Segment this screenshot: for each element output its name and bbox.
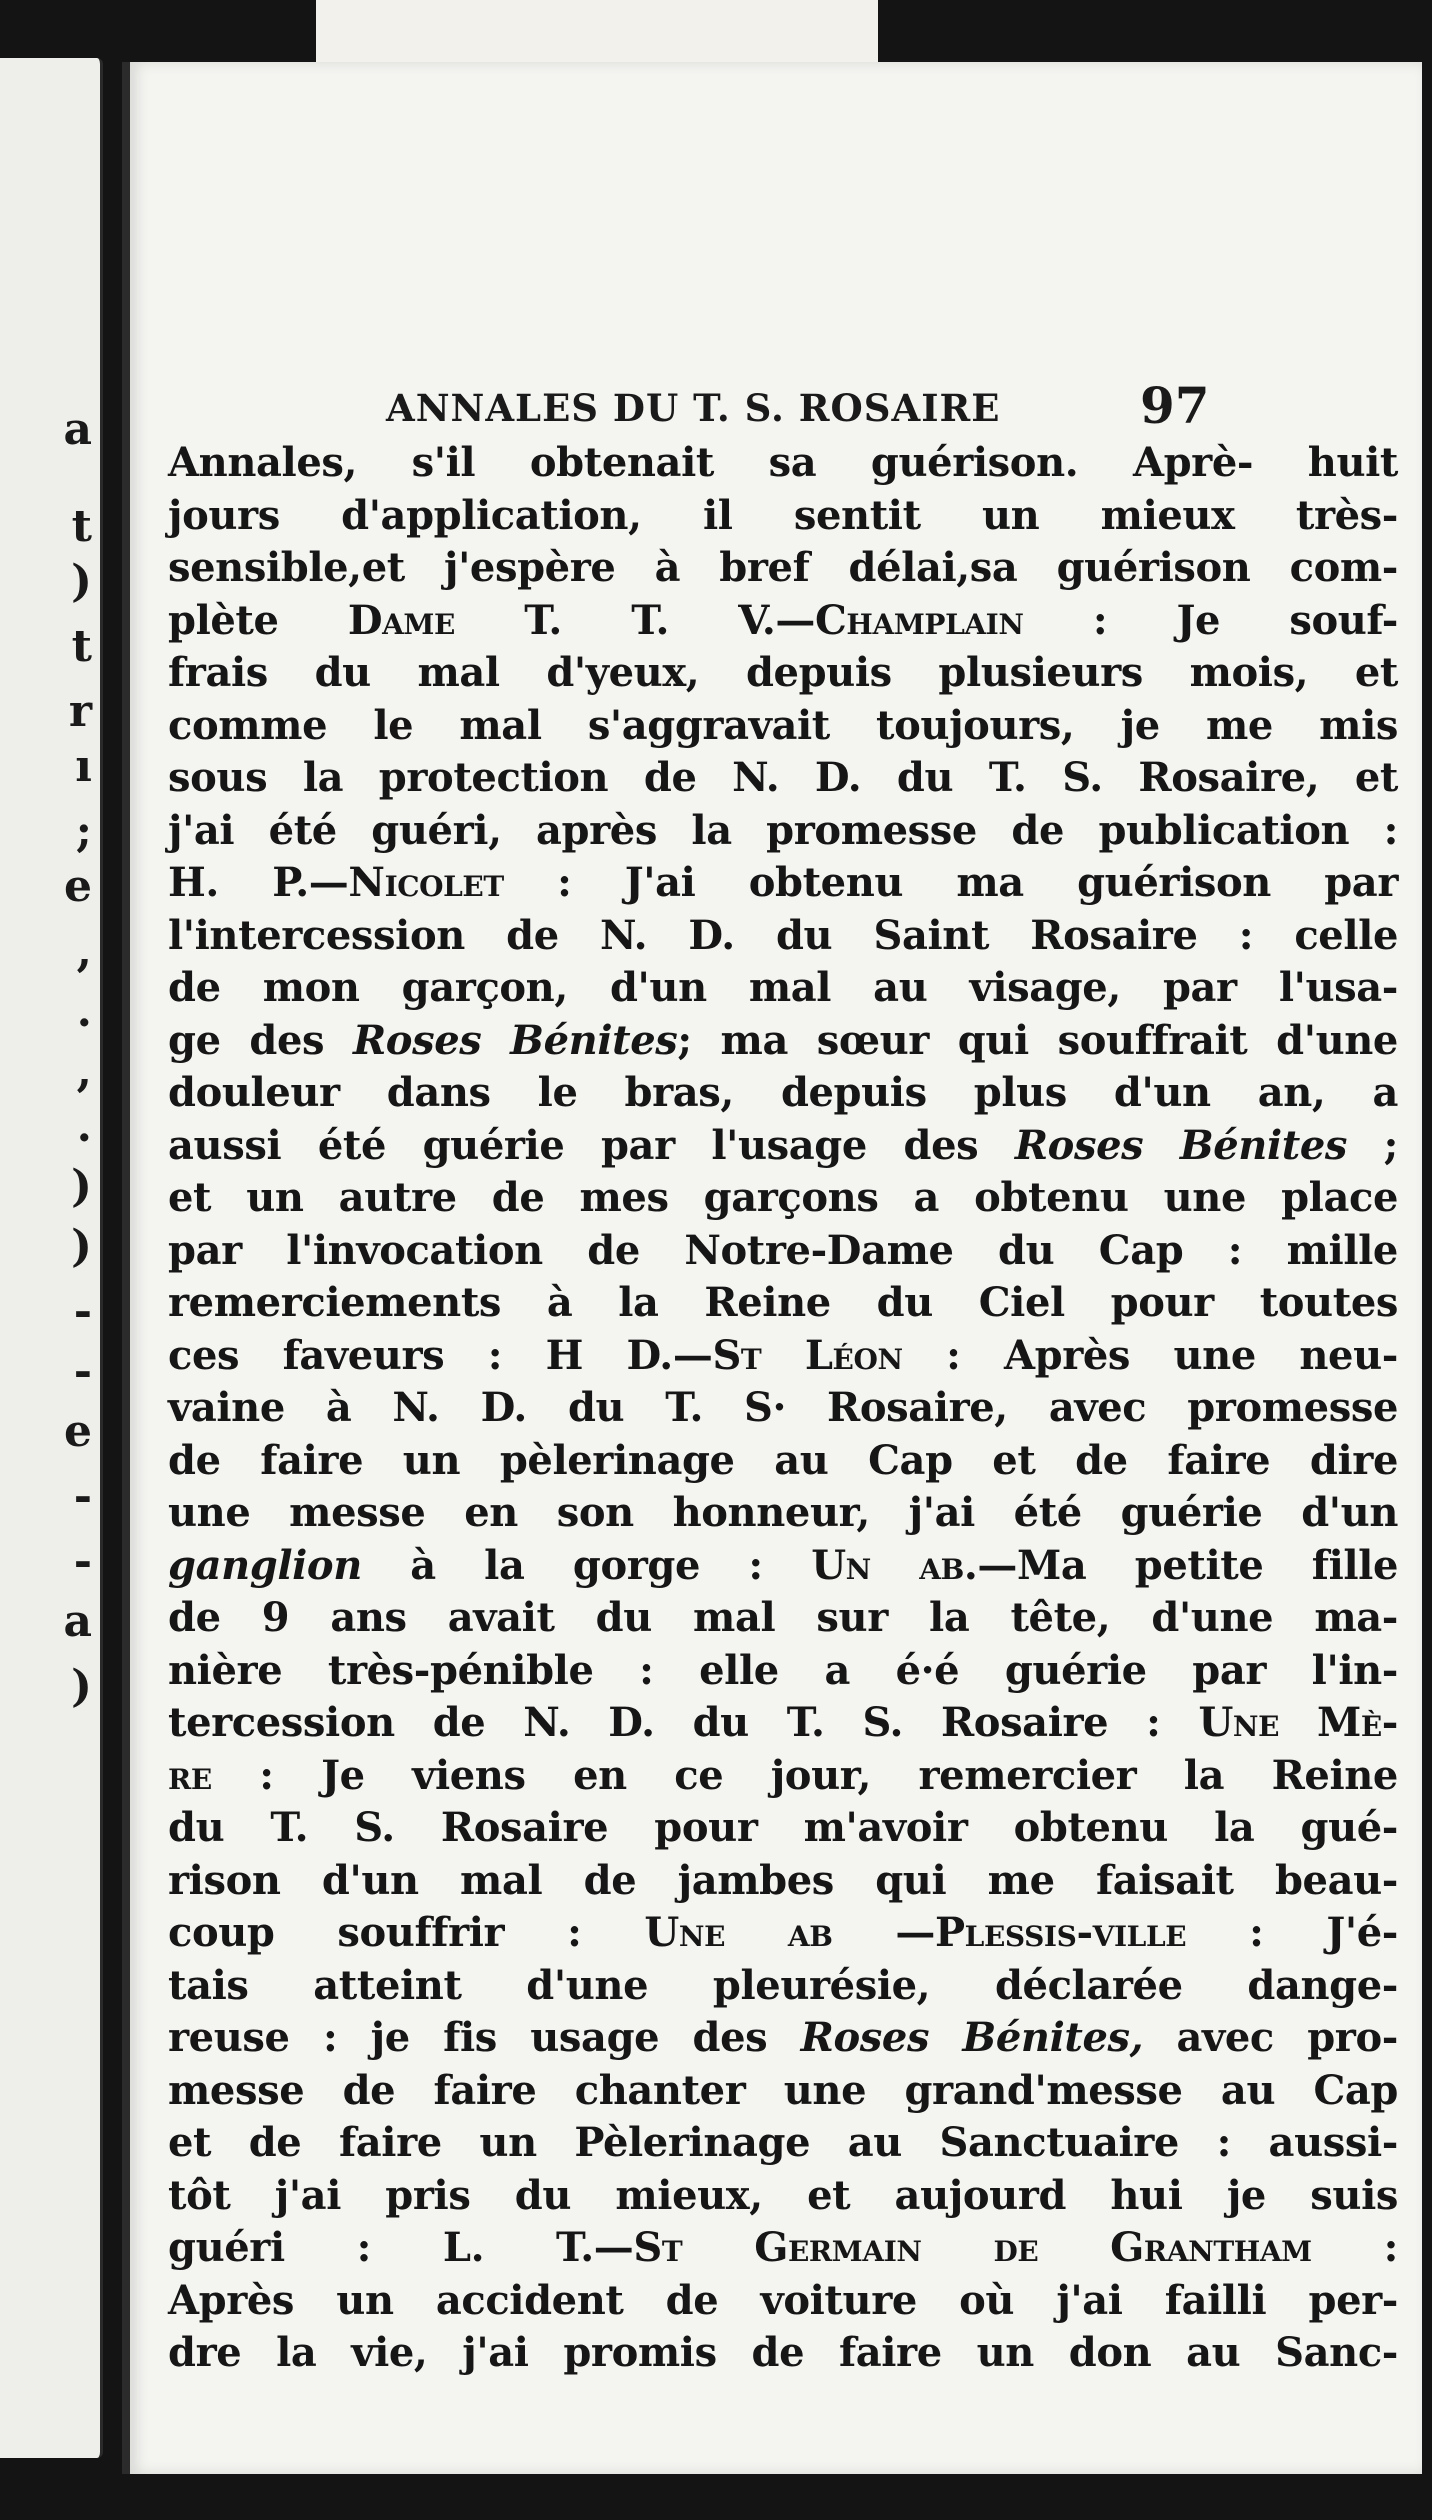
italic-text: Roses Bénites, (800, 2014, 1144, 2061)
text-line (168, 1540, 1398, 1593)
text-line (168, 490, 1398, 543)
text-line (168, 1487, 1398, 1540)
text-segment: nière très-pénible : elle a é·é guérie par l'in- (168, 1646, 1398, 1694)
edge-letter: ı (75, 741, 92, 792)
text-segment: - huit (1236, 439, 1398, 486)
text-segment: messe de faire chanter une grand'messe au Cap (168, 2066, 1398, 2114)
text-line (168, 1120, 1398, 1173)
text-segment: : Je viens en ce jour, remercier la Reine (211, 1751, 1398, 1799)
text-line (168, 595, 1398, 648)
text-segment: du T. S. Rosaire pour m'avoir obtenu la gué- (168, 1804, 1398, 1851)
text-segment: reuse : je fis usage des (168, 2014, 801, 2061)
text-segment: plète (168, 596, 348, 644)
edge-letter: - (73, 1286, 92, 1337)
text-line (168, 2327, 1398, 2380)
text-segment: tais atteint d'une pleurésie, déclarée dange- (168, 1961, 1398, 2009)
text-segment: : J'é- (1186, 1909, 1398, 1956)
edge-letter: e (64, 861, 92, 912)
running-head: ANNALES DU T. S. ROSAIRE (386, 386, 1001, 430)
text-segment: et de faire un Pèlerinage au Sanctuaire : aussi- (168, 2119, 1398, 2166)
body-text (168, 437, 1398, 2380)
text-line (168, 1435, 1398, 1488)
text-segment: ge des (168, 1016, 353, 1064)
edge-letter: a (63, 1596, 92, 1647)
previous-page-edge (0, 58, 103, 2458)
text-segment: dre la vie, j'ai promis de faire un don au Sanc- (168, 2329, 1398, 2376)
text-line (168, 2117, 1398, 2170)
small-caps-text: St Germain de Grantham (633, 2224, 1312, 2271)
edge-letter: ) (71, 1161, 92, 1212)
text-segment: coup souffrir : (168, 1909, 645, 1956)
italic-text: Roses Bénites (352, 1016, 678, 1064)
small-caps-text: St Léon (712, 1331, 903, 1379)
text-line (168, 1592, 1398, 1645)
text-line (168, 1382, 1398, 1435)
text-segment: —Ma petite fille (977, 1541, 1399, 1589)
text-segment: vaine à N. D. du T. S· Rosaire, avec promesse (168, 1384, 1398, 1431)
text-segment: jours d'application, il sentit un mieux très- (168, 491, 1398, 539)
text-line (168, 1277, 1398, 1330)
text-line (168, 805, 1398, 858)
text-segment: Annales, s'il obtenait sa guérison. Aprè (168, 439, 1237, 486)
text-line (168, 542, 1398, 595)
text-segment: tôt j'ai pris du mieux, et aujourd hui je suis (168, 2171, 1398, 2219)
text-line (168, 2170, 1398, 2223)
text-segment: de faire un pèlerinage au Cap et de faire dire (168, 1436, 1398, 1484)
text-line (168, 700, 1398, 753)
text-segment: ; ma sœur qui souffrait d'une (677, 1016, 1398, 1064)
text-segment: : Après une neu- (902, 1331, 1398, 1379)
text-line (168, 437, 1398, 490)
text-segment: rison d'un mal de jambes qui me faisait beau- (168, 1856, 1398, 1904)
text-segment: aussi été guérie par l'usage des (168, 1121, 1015, 1169)
text-line (168, 647, 1398, 700)
text-segment: avec pro- (1143, 2014, 1398, 2061)
text-segment: douleur dans le bras, depuis plus d'un an, a (168, 1069, 1398, 1116)
edge-letter: t (71, 501, 92, 552)
text-segment: de mon garçon, d'un mal au visage, par l'usa- (168, 964, 1398, 1011)
text-line (168, 1907, 1398, 1960)
text-segment: remerciements à la Reine du Ciel pour toutes (168, 1279, 1398, 1326)
text-line (168, 1225, 1398, 1278)
text-segment: et un autre de mes garçons a obtenu une place (168, 1174, 1398, 1221)
text-line (168, 1067, 1398, 1120)
book-page (122, 62, 1422, 2474)
text-line (168, 910, 1398, 963)
text-segment: comme le mal s'aggravait toujours, je me mis (168, 701, 1398, 749)
text-segment: l'intercession de N. D. du Saint Rosaire : celle (168, 911, 1398, 959)
text-segment: : Je souf- (1023, 596, 1398, 644)
text-line (168, 1697, 1398, 1750)
edge-letter: - (73, 1536, 92, 1587)
edge-letter: e (64, 1406, 92, 1457)
small-caps-text: Une ab —Plessis-ville (644, 1909, 1187, 1956)
text-line (168, 752, 1398, 805)
text-segment: ces faveurs : H D.— (168, 1331, 713, 1379)
edge-letter: . (76, 1101, 92, 1152)
text-segment: une messe en son honneur, j'ai été guérie d'un (168, 1489, 1398, 1536)
text-line (168, 1645, 1398, 1698)
text-segment: Après un accident de voiture où j'ai failli per- (168, 2276, 1398, 2324)
edge-letter: . (76, 986, 92, 1037)
edge-letter: a (63, 404, 92, 455)
small-caps-text: Une Mè- (1198, 1699, 1398, 1746)
text-line (168, 1172, 1398, 1225)
text-line (168, 2222, 1398, 2275)
text-segment: tercession de N. D. du T. S. Rosaire : (168, 1699, 1199, 1746)
text-line (168, 1802, 1398, 1855)
small-caps-text: Un ab. (811, 1541, 978, 1589)
small-caps-text: Dame T. T. V.—Champlain (347, 596, 1024, 644)
edge-letter: ; (75, 806, 92, 857)
text-segment: de 9 ans avait du mal sur la tête, d'une ma- (168, 1594, 1398, 1641)
text-line (168, 1855, 1398, 1908)
text-segment: j'ai été guéri, après la promesse de publication : (168, 806, 1398, 854)
text-segment: ; (1347, 1121, 1398, 1169)
page-header (130, 372, 1422, 442)
text-line (168, 1750, 1398, 1803)
edge-letter: , (76, 926, 92, 977)
edge-letter: ) (71, 1221, 92, 1272)
text-segment: guéri : L. T.— (168, 2224, 634, 2271)
text-line (168, 1960, 1398, 2013)
edge-letter: - (73, 1471, 92, 1522)
text-line (168, 2065, 1398, 2118)
text-line (168, 1015, 1398, 1068)
small-caps-text: Nicolet (348, 859, 504, 906)
text-line (168, 1330, 1398, 1383)
text-line (168, 2012, 1398, 2065)
italic-text: Roses Bénites (1014, 1121, 1348, 1169)
text-line (168, 962, 1398, 1015)
text-segment: sensible,et j'espère à bref délai,sa guérison com- (168, 544, 1398, 591)
page-number: 97 (1140, 376, 1210, 435)
italic-text: ganglion (168, 1541, 362, 1589)
small-caps-text: re (168, 1751, 212, 1799)
edge-letter: ) (71, 556, 92, 607)
edge-letter: ) (71, 1661, 92, 1712)
edge-letter: - (73, 1346, 92, 1397)
text-segment: à la gorge : (361, 1541, 812, 1589)
text-segment: frais du mal d'yeux, depuis plusieurs mois, et (168, 649, 1398, 696)
text-segment: sous la protection de N. D. du T. S. Rosaire, et (168, 754, 1398, 801)
edge-letter: t (71, 621, 92, 672)
text-segment: : J'ai obtenu ma guérison par (503, 859, 1398, 906)
edge-letter: r (68, 686, 92, 737)
text-segment: par l'invocation de Notre-Dame du Cap : mille (168, 1226, 1398, 1274)
edge-letter: , (76, 1046, 92, 1097)
text-segment: H. P.— (168, 859, 349, 906)
text-segment: : (1311, 2224, 1398, 2271)
text-line (168, 857, 1398, 910)
text-line (168, 2275, 1398, 2328)
